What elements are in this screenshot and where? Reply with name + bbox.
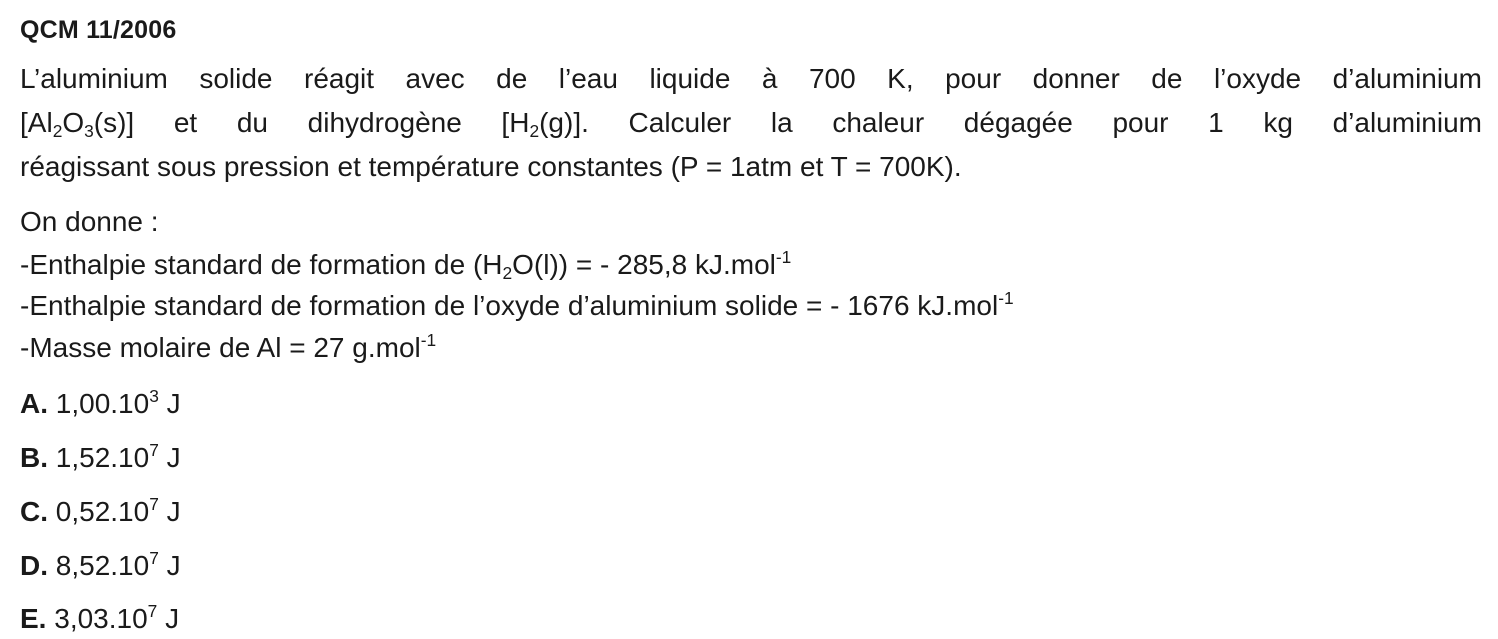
statement-text: O [62, 107, 85, 138]
choice-letter: D. [20, 550, 48, 581]
statement-text: [Al [20, 107, 53, 138]
given-item-water-enthalpy [20, 249, 791, 281]
given-text: -Enthalpie standard de formation de l’oxyde d’aluminium solide = - 1676 kJ.mol [20, 290, 999, 321]
superscript: -1 [998, 288, 1014, 309]
choice-letter: A. [20, 388, 48, 419]
question-title: QCM 11/2006 [20, 16, 177, 44]
choice-letter: E. [20, 603, 47, 634]
subscript: 3 [84, 120, 94, 141]
choice-letter: C. [20, 496, 48, 527]
given-text: -Enthalpie standard de formation de (H [20, 249, 503, 280]
statement-text: (s)] et du dihydrogène [H [93, 107, 530, 138]
choice-unit: J [165, 603, 180, 634]
choice-c[interactable] [20, 496, 181, 528]
given-text: O(l)) = - 285,8 kJ.mol [512, 249, 776, 280]
superscript: 7 [147, 601, 158, 622]
given-item-oxide-enthalpy [20, 290, 1014, 322]
choice-value: 1,00.10 [55, 388, 150, 419]
superscript: -1 [420, 330, 437, 351]
choice-value: 8,52.10 [55, 550, 150, 581]
subscript: 2 [529, 120, 540, 141]
choice-unit: J [166, 442, 181, 473]
superscript: 7 [149, 440, 159, 461]
given-text: -Masse molaire de Al = 27 g.mol [20, 332, 421, 363]
statement-line-1: L’aluminium solide réagit avec de l’eau liquide à 700 K, pour donner de l’oxyde d’aluminium [20, 63, 1482, 94]
choice-a[interactable] [20, 388, 181, 420]
choice-value: 3,03.10 [54, 603, 148, 634]
statement-text: (g)]. Calculer la chaleur dégagée pour 1 kg d’aluminium [539, 107, 1482, 138]
choice-unit: J [166, 496, 181, 527]
statement-line-3: réagissant sous pression et température constantes (P = 1atm et T = 700K). [20, 151, 962, 182]
choice-unit: J [166, 388, 181, 419]
given-intro: On donne : [20, 206, 159, 237]
choice-letter: B. [20, 442, 48, 473]
statement-line-2 [20, 101, 1482, 145]
choice-b[interactable] [20, 442, 181, 474]
superscript: -1 [775, 247, 792, 268]
choice-e[interactable] [20, 603, 179, 635]
choice-value: 1,52.10 [55, 442, 150, 473]
choice-d[interactable] [20, 550, 181, 582]
superscript: 7 [149, 494, 159, 515]
subscript: 2 [502, 262, 513, 283]
given-item-molar-mass [20, 332, 436, 364]
superscript: 7 [149, 548, 159, 569]
superscript: 3 [149, 386, 159, 407]
question-statement [20, 57, 1482, 189]
choice-value: 0,52.10 [55, 496, 150, 527]
choice-unit: J [166, 550, 181, 581]
subscript: 2 [52, 120, 63, 141]
